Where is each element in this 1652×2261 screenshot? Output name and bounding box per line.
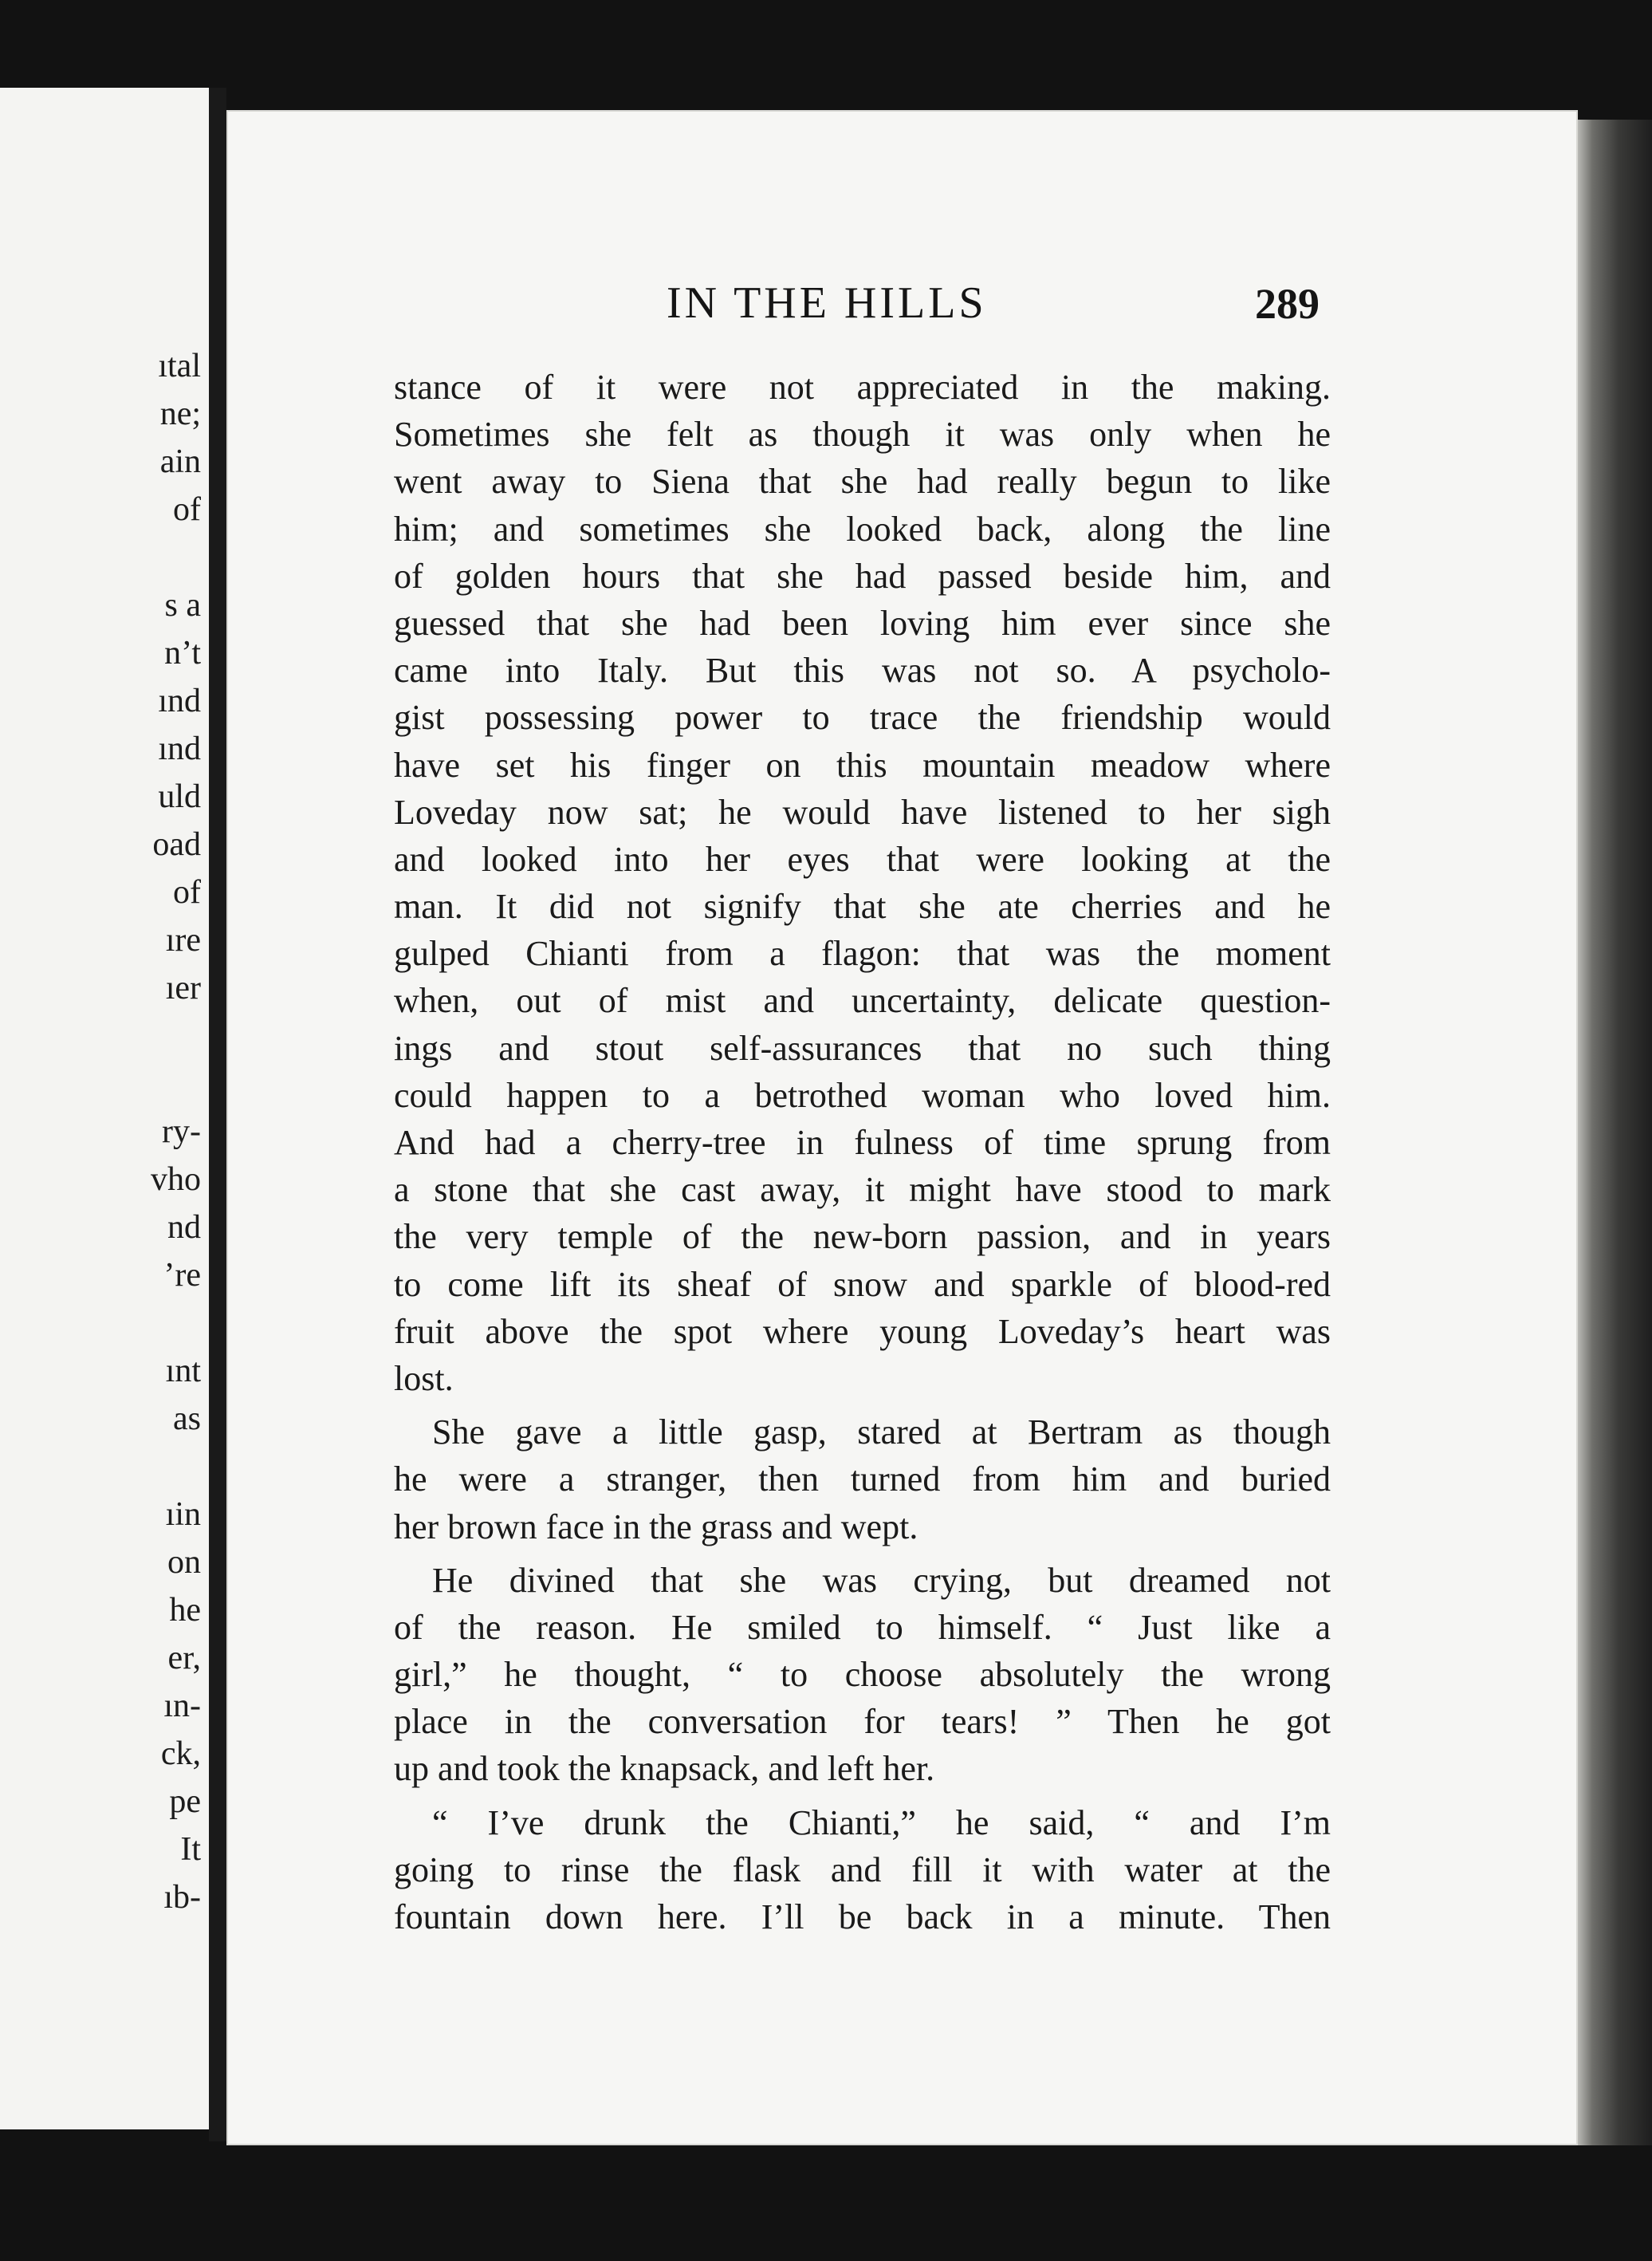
text-line: girl,” he thought, “ to choose absolutely the wrong (394, 1655, 1331, 1695)
text-line: “ I’ve drunk the Chianti,” he said, “ and I’m (432, 1802, 1331, 1842)
fragment: n’t (164, 635, 201, 672)
text-line: Sometimes she felt as though it was only when he (394, 415, 1331, 455)
fragment: uld (158, 778, 201, 815)
fragment: ıre (165, 922, 201, 959)
paragraph-gap (394, 1402, 1331, 1408)
fragment: ’re (163, 1257, 201, 1294)
text-line: her brown face in the grass and wept. (394, 1507, 918, 1546)
paragraph (394, 1799, 1331, 1941)
text-line: And had a cherry-tree in fulness of time sprung from (394, 1123, 1331, 1162)
text-line: stance of it were not appreciated in the making. (394, 368, 1331, 407)
fragment: er, (167, 1640, 201, 1676)
text-line: man. It did not signify that she ate cherries and he (394, 887, 1331, 927)
text-line: place in the conversation for tears! ” Then he got (394, 1702, 1331, 1742)
text-line: went away to Siena that she had really begun to like (394, 462, 1331, 502)
text-line: could happen to a betrothed woman who loved him. (394, 1075, 1331, 1115)
fragment: he (169, 1592, 201, 1629)
fragment: ıer (165, 970, 201, 1006)
body-text (394, 364, 1331, 1940)
page-gutter (209, 88, 226, 2141)
fragment: ıin (165, 1496, 201, 1533)
text-line: gulped Chianti from a flagon: that was the moment (394, 934, 1331, 974)
text-line: guessed that she had been loving him ever since she (394, 603, 1331, 643)
fragment: of (173, 874, 201, 911)
facing-page-fragment (0, 88, 209, 2129)
fragment: s a (164, 587, 201, 624)
fragment: nd (167, 1209, 201, 1246)
fragment: ıb- (163, 1879, 201, 1916)
text-line: fountain down here. I’ll be back in a minute. Then (394, 1897, 1331, 1936)
text-line: a stone that she cast away, it might have stood to mark (394, 1170, 1331, 1210)
paragraph-gap (394, 1793, 1331, 1799)
running-title: IN THE HILLS (667, 278, 987, 328)
text-line: ings and stout self-assurances that no such thing (394, 1028, 1331, 1068)
text-line: came into Italy. But this was not so. A psycholo- (394, 651, 1331, 691)
text-line: fruit above the spot where young Loveday’s heart was (394, 1311, 1331, 1351)
fragment: of (173, 491, 201, 528)
text-line: he were a stranger, then turned from him and buried (394, 1459, 1331, 1499)
text-line: when, out of mist and uncertainty, delicate question- (394, 981, 1331, 1021)
fragment: ain (159, 443, 201, 480)
running-head (226, 278, 1578, 333)
paragraph (394, 364, 1331, 1402)
fragment: ınd (158, 683, 201, 719)
text-line: She gave a little gasp, stared at Bertram as though (432, 1412, 1331, 1452)
fragment: ck, (160, 1735, 201, 1772)
fragment: on (167, 1544, 201, 1581)
paragraph (394, 1557, 1331, 1793)
text-line: He divined that she was crying, but dreamed not (432, 1560, 1331, 1600)
text-line: him; and sometimes she looked back, along the line (394, 509, 1331, 549)
fragment: It (180, 1831, 201, 1868)
fragment: vho (151, 1161, 201, 1198)
fragment: oad (152, 826, 201, 863)
fragment: ıtal (158, 348, 201, 384)
text-line: gist possessing power to trace the friendship would (394, 698, 1331, 738)
text-line: to come lift its sheaf of snow and sparkle of blood-red (394, 1264, 1331, 1304)
fragment: ın- (163, 1688, 201, 1724)
fragment: as (173, 1400, 201, 1437)
fragment: ınd (158, 731, 201, 767)
page-stack-edge (1578, 120, 1652, 2145)
fragment: ne; (159, 396, 201, 432)
text-line: have set his finger on this mountain meadow where (394, 745, 1331, 785)
text-line: up and took the knapsack, and left her. (394, 1749, 935, 1789)
paragraph (394, 1408, 1331, 1550)
text-line: and looked into her eyes that were looking at the (394, 839, 1331, 879)
text-line: lost. (394, 1358, 454, 1398)
paragraph-gap (394, 1550, 1331, 1557)
fragment: pe (169, 1783, 201, 1820)
book-page (226, 110, 1578, 2145)
text-line: the very temple of the new-born passion, and in years (394, 1217, 1331, 1257)
text-line: going to rinse the flask and fill it with water at the (394, 1849, 1331, 1889)
text-line: of the reason. He smiled to himself. “ Just like a (394, 1607, 1331, 1647)
fragment: ınt (165, 1353, 201, 1389)
text-line: Loveday now sat; he would have listened to her sigh (394, 792, 1331, 832)
page-number: 289 (1255, 280, 1320, 328)
fragment: ry- (162, 1113, 201, 1150)
text-line: of golden hours that she had passed beside him, and (394, 556, 1331, 596)
